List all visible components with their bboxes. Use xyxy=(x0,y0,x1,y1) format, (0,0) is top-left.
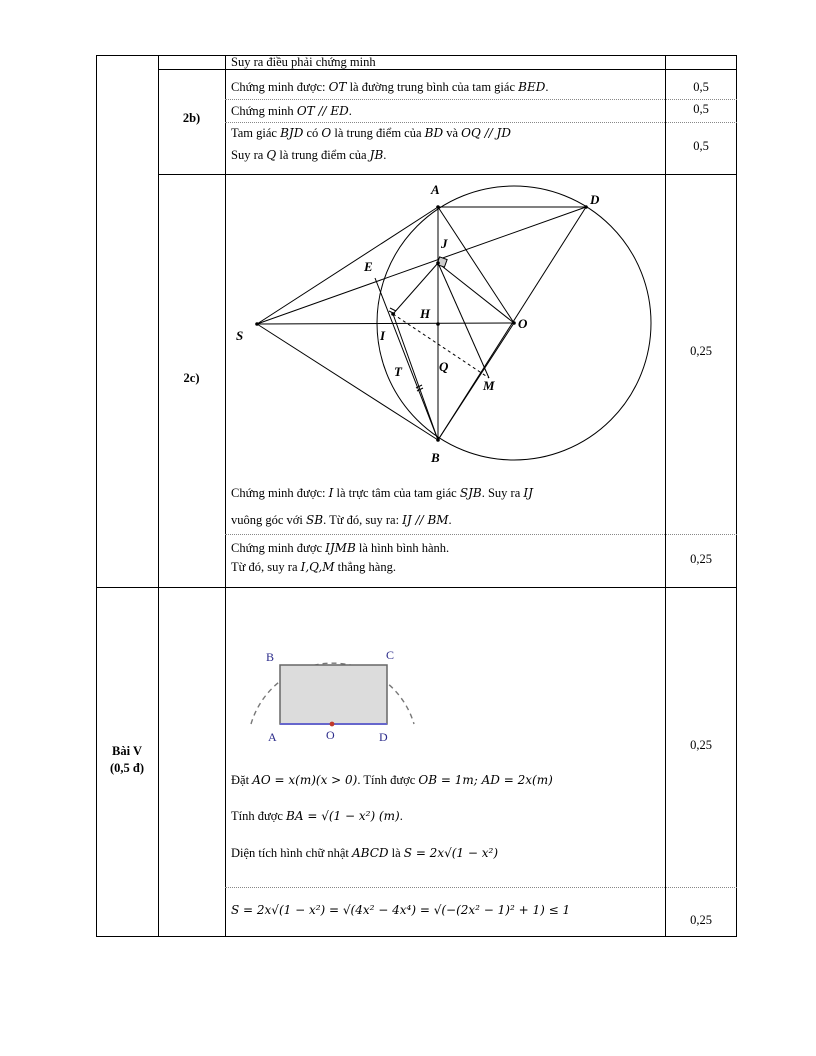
score-2c-2: 0,25 xyxy=(690,552,712,566)
label-o: O xyxy=(326,728,335,742)
row-v-line4: S = 2x√(1 − x²) = √(4x² − 4x⁴) = √(−(2x² − 1)² + 1) ≤ 1 xyxy=(231,903,571,917)
label-o: O xyxy=(518,316,528,331)
label-c: C xyxy=(386,648,395,662)
row-v-line3: Diện tích hình chữ nhật ABCD là S = 2x√(1 − x²) xyxy=(231,846,498,860)
semicircle-rectangle-figure xyxy=(244,637,424,747)
row2c-text1: Chứng minh được: I là trực tâm của tam giác SJB. Suy ra IJ xyxy=(231,486,533,500)
row2c-text3: Chứng minh được IJMB là hình bình hành. xyxy=(231,541,450,555)
sub-divider xyxy=(225,99,737,100)
bai-v-points: (0,5 đ) xyxy=(109,761,145,775)
label-a: A xyxy=(431,182,440,197)
label-m: M xyxy=(483,378,495,393)
row2b-line1: Chứng minh được: OT là đường trung bình của tam giác BED. xyxy=(231,80,549,94)
row2b-line2: Chứng minh OT // ED. xyxy=(231,104,352,118)
score-2b-3: 0,5 xyxy=(693,139,709,153)
score-v-1: 0,25 xyxy=(690,738,712,752)
label-s: S xyxy=(236,328,244,343)
answer-table xyxy=(96,55,737,937)
row-v-line2: Tính được BA = √(1 − x²) (m). xyxy=(231,809,403,823)
row-v-line1: Đặt AO = x(m)(x > 0). Tính được OB = 1m; AD = 2x(m) xyxy=(231,773,553,787)
table-border-left xyxy=(96,55,97,937)
bai-v-title: Bài V xyxy=(112,744,142,758)
sub-divider xyxy=(225,887,737,888)
row2b-line4: Suy ra Q là trung điểm của JB. xyxy=(231,148,387,162)
table-border-top xyxy=(96,55,737,56)
label-d: D xyxy=(379,730,388,744)
sub-divider xyxy=(225,122,737,123)
label-b: B xyxy=(431,450,440,465)
sub-divider xyxy=(225,534,737,535)
row2c-text4: Từ đó, suy ra I,Q,M thẳng hàng. xyxy=(231,560,396,574)
label-i: I xyxy=(380,328,386,343)
row2c-text2: vuông góc với SB. Từ đó, suy ra: IJ // BM. xyxy=(231,513,452,527)
label-j: J xyxy=(441,236,448,251)
score-2c-1: 0,25 xyxy=(690,344,712,358)
label-h: H xyxy=(420,306,431,321)
column-divider xyxy=(158,55,159,937)
section-title-bai-v xyxy=(96,743,158,777)
row2b-line3: Tam giác BJD có O là trung điểm của BD và OQ // JD xyxy=(231,126,511,140)
label-q: Q xyxy=(439,359,449,374)
column-divider xyxy=(225,55,226,937)
part-label-2b: 2b) xyxy=(182,111,201,125)
label-d: D xyxy=(590,192,600,207)
score-2b-2: 0,5 xyxy=(693,102,709,116)
row0-text: Suy ra điều phải chứng minh xyxy=(231,55,376,69)
part-label-2c: 2c) xyxy=(183,371,200,385)
row-divider xyxy=(96,587,737,588)
score-2b-1: 0,5 xyxy=(693,80,709,94)
table-border-right xyxy=(736,55,737,937)
score-v-2: 0,25 xyxy=(690,913,712,927)
geometry-figure-circle xyxy=(236,180,661,470)
label-t: T xyxy=(394,364,402,379)
table-border-bottom xyxy=(96,936,737,937)
row-divider xyxy=(158,174,737,175)
label-e: E xyxy=(364,259,373,274)
label-b: B xyxy=(266,650,275,664)
column-divider xyxy=(665,55,666,937)
label-a: A xyxy=(268,730,277,744)
